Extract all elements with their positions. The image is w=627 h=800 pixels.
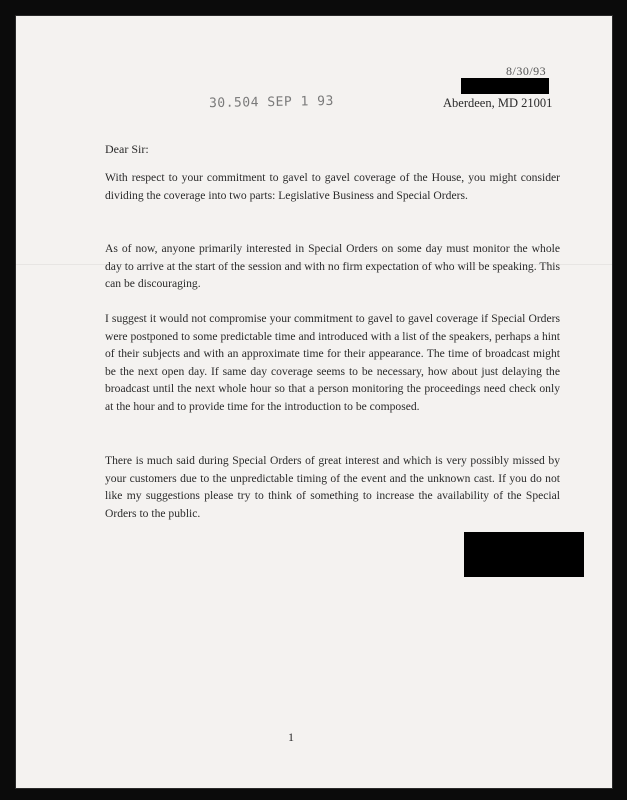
- redacted-signature-block: [464, 532, 584, 577]
- letter-date: 8/30/93: [506, 64, 547, 78]
- redacted-name-block: [461, 78, 549, 94]
- received-date-stamp: 30.504 SEP 1 93: [208, 93, 335, 112]
- letter-page: [16, 16, 612, 788]
- paragraph-1: With respect to your commitment to gavel to gavel coverage of the House, you might consider dividing the coverage into two parts: Legislative Business and Special Orders.: [105, 171, 560, 202]
- paragraph-3: I suggest it would not compromise your commitment to gavel to gavel coverage if Special Orders were postponed to some predictable time and introduced with a list of the speakers, perhaps a hint of their subjects and with an approximate time for their appearance. The time of broadcast might be the next open day. If same day coverage seems to be necessary, how about just delaying the broadcast until the next whole hour so that a person monitoring the proceedings need check only at the hour and to provide time for the introduction to be composed.: [105, 312, 560, 413]
- sender-address: Aberdeen, MD 21001: [443, 96, 553, 110]
- paragraph-2: As of now, anyone primarily interested in Special Orders on some day must monitor the whole day to arrive at the start of the session and with no firm expectation of who will be speaking. This can be discouraging.: [105, 242, 560, 291]
- page-number: 1: [288, 730, 294, 744]
- salutation: Dear Sir:: [105, 142, 149, 156]
- paragraph-4: There is much said during Special Orders of great interest and which is very possibly missed by your customers due to the unpredictable timing of the event and the unknown cast. If you do not like my suggestions please try to think of something to increase the availability of the Special Orders to the public.: [105, 454, 560, 520]
